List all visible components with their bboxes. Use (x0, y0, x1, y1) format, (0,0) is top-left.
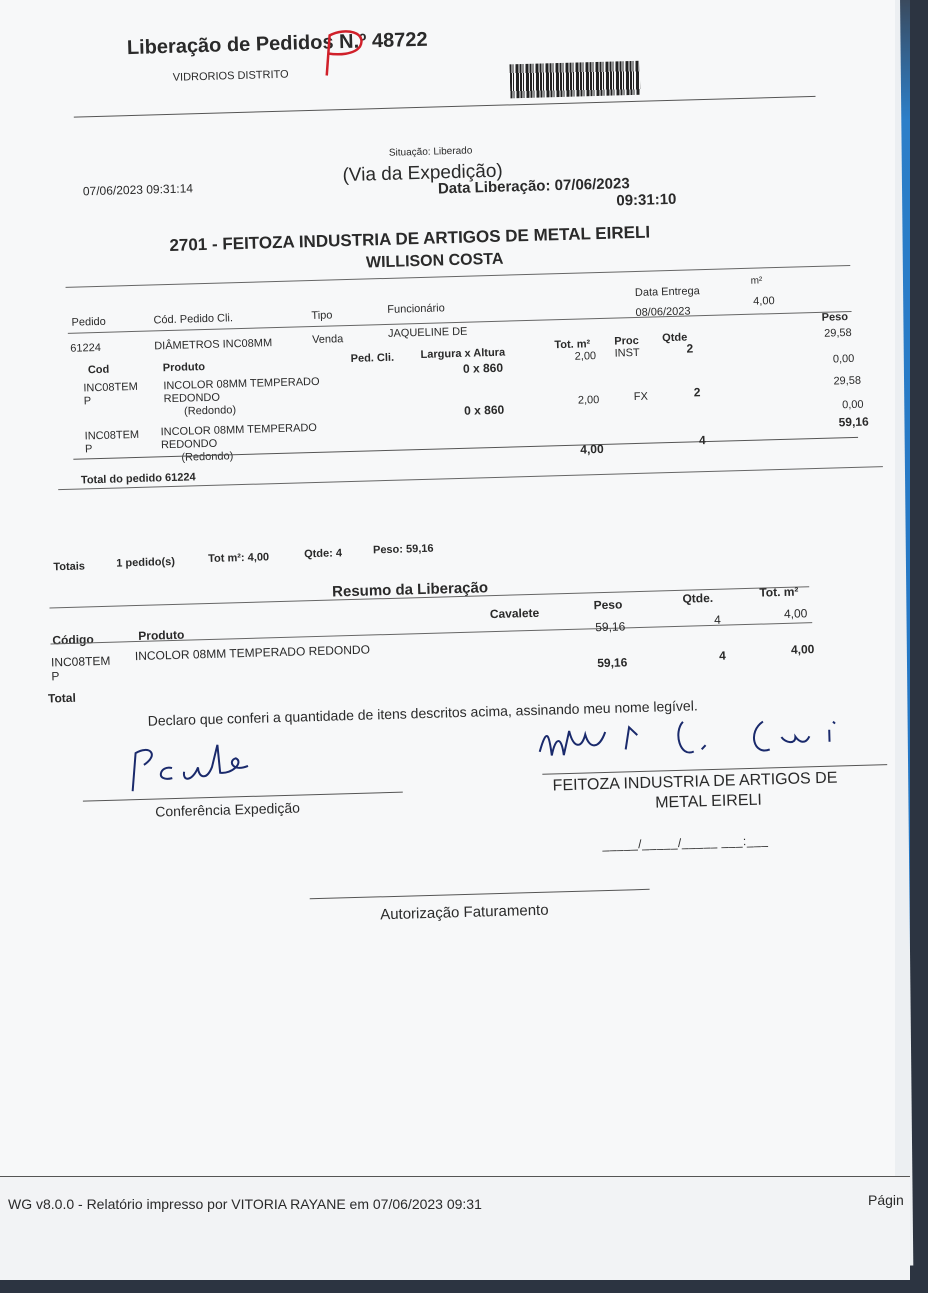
resumo-peso: 59,16 (595, 619, 626, 635)
order-total-label: Total do pedido 61224 (80, 471, 196, 487)
situacao-text: Situação: Liberado (388, 145, 473, 159)
item-col-peso: Peso (821, 311, 849, 324)
resumo-col-produto: Produto (138, 627, 185, 643)
resumo-total-peso: 59,16 (597, 655, 628, 671)
print-datetime: 07/06/2023 09:31:14 (82, 181, 194, 199)
handwritten-p-mark (315, 24, 377, 82)
resumo-qtde: 4 (713, 612, 721, 627)
item2-dimensoes: 0 x 860 (463, 402, 505, 418)
authorization-line (310, 889, 650, 899)
totais-peso: Peso: 59,16 (372, 542, 434, 557)
order-total-m2: 4,00 (580, 441, 604, 457)
signature-left (113, 735, 295, 800)
page-footer (0, 1176, 910, 1280)
company-subtitle: VIDRORIOS DISTRITO (172, 68, 289, 84)
header-divider (74, 96, 816, 118)
item2-produto: INCOLOR 08MM TEMPERADO (160, 421, 318, 439)
order-cod-pedido-cli: DIÂMETROS INC08MM (154, 337, 273, 353)
date-blank-field: _____/_____/_____ ___:___ (602, 833, 769, 853)
resumo-codigo: INC08TEM (50, 653, 111, 670)
resumo-codigo-cont: P (51, 669, 60, 684)
col-tipo: Tipo (311, 309, 333, 323)
col-pedido: Pedido (71, 315, 106, 329)
item1-cod: INC08TEM (83, 380, 138, 395)
item2-produto-sub: (Redondo) (181, 450, 234, 464)
item2-cod-cont: P (84, 443, 93, 456)
signature-left-caption: Conferência Expedição (155, 799, 301, 820)
item1-proc: INST (614, 346, 640, 360)
col-data-entrega: Data Entrega (634, 285, 700, 299)
item-col-cod: Cod (87, 363, 110, 377)
resumo-tot-m2: 4,00 (783, 606, 808, 621)
order-pedido: 61224 (70, 341, 102, 355)
resumo-col-cavalete: Cavalete (489, 605, 540, 622)
resumo-title: Resumo da Liberação (331, 579, 489, 601)
item-col-produto: Produto (162, 361, 206, 375)
totais-qtde: Qtde: 4 (303, 547, 343, 561)
resumo-col-tot-m2: Tot. m² (759, 584, 799, 600)
col-m2: m² (750, 275, 763, 287)
item1-dimensoes: 0 x 860 (462, 360, 504, 376)
order-total-qtde: 4 (698, 433, 706, 448)
resumo-total-m2: 4,00 (790, 642, 815, 657)
barcode (510, 61, 641, 99)
resumo-produto: INCOLOR 08MM TEMPERADO REDONDO (134, 642, 371, 664)
order-tipo: Venda (311, 333, 344, 347)
item1-tot-m2: 2,00 (574, 350, 597, 363)
authorization-caption: Autorização Faturamento (379, 901, 549, 924)
item2-proc: FX (633, 390, 649, 404)
resumo-col-peso: Peso (593, 597, 623, 613)
resumo-col-qtde: Qtde. (682, 590, 714, 606)
item-col-ped-cli: Ped. Cli. (350, 351, 395, 365)
resumo-total-qtde: 4 (718, 648, 726, 663)
client-contact: WILLISON COSTA (365, 250, 504, 272)
declaration-text: Declaro que conferi a quantidade de itens descritos acima, assinando meu nome legível. (147, 697, 698, 729)
via-label: (Via da Expedição) (342, 160, 503, 187)
item2-produto-cont: REDONDO (160, 437, 218, 452)
totais-tot-m2: Tot m²: 4,00 (208, 551, 270, 566)
item2-cod: INC08TEM (84, 428, 140, 443)
item2-extra: 0,00 (841, 398, 864, 412)
item1-produto-sub: (Redondo) (183, 404, 237, 418)
item-col-proc: Proc (614, 334, 639, 348)
data-liberacao: Data Liberação: 07/06/2023 (437, 175, 630, 198)
item2-peso: 29,58 (833, 374, 862, 388)
item1-cod-cont: P (83, 395, 92, 408)
resumo-col-codigo: Código (52, 632, 94, 648)
item-col-largura-altura: Largura x Altura (420, 346, 506, 361)
item1-qtde: 2 (686, 341, 694, 356)
item2-tot-m2: 2,00 (577, 394, 600, 407)
order-funcionario: JAQUELINE DE (387, 325, 468, 340)
totais-label: Totais (53, 560, 86, 574)
item-col-qtde: Qtde (662, 331, 688, 345)
signature-right-caption-2: METAL EIRELI (654, 791, 763, 812)
signature-right-caption-1: FEITOZA INDUSTRIA DE ARTIGOS DE (552, 769, 838, 795)
item1-peso: 29,58 (823, 326, 852, 340)
footer-page: Págin (868, 1192, 904, 1208)
col-cod-pedido-cli: Cód. Pedido Cli. (153, 312, 234, 327)
order-data-entrega: 08/06/2023 (635, 305, 691, 319)
order-m2: 4,00 (753, 295, 775, 308)
item-col-tot-m2: Tot. m² (554, 338, 591, 352)
footer-printed-by: WG v8.0.0 - Relatório impresso por VITORIA RAYANE em 07/06/2023 09:31 (8, 1196, 482, 1212)
item1-produto-cont: REDONDO (163, 391, 221, 406)
col-funcionario: Funcionário (387, 302, 445, 316)
data-liberacao-time: 09:31:10 (616, 190, 677, 210)
item1-extra: 0,00 (832, 352, 855, 366)
totais-pedidos: 1 pedido(s) (116, 555, 176, 570)
item2-qtde: 2 (693, 385, 701, 400)
client-name: 2701 - FEITOZA INDUSTRIA DE ARTIGOS DE METAL EIRELI (169, 222, 651, 255)
resumo-total-label: Total (47, 690, 76, 706)
footer-divider (0, 1176, 910, 1177)
item1-produto: INCOLOR 08MM TEMPERADO (163, 375, 320, 393)
order-total-peso: 59,16 (838, 414, 869, 430)
document-title: Liberação de Pedidos N.º 48722 (126, 28, 428, 60)
